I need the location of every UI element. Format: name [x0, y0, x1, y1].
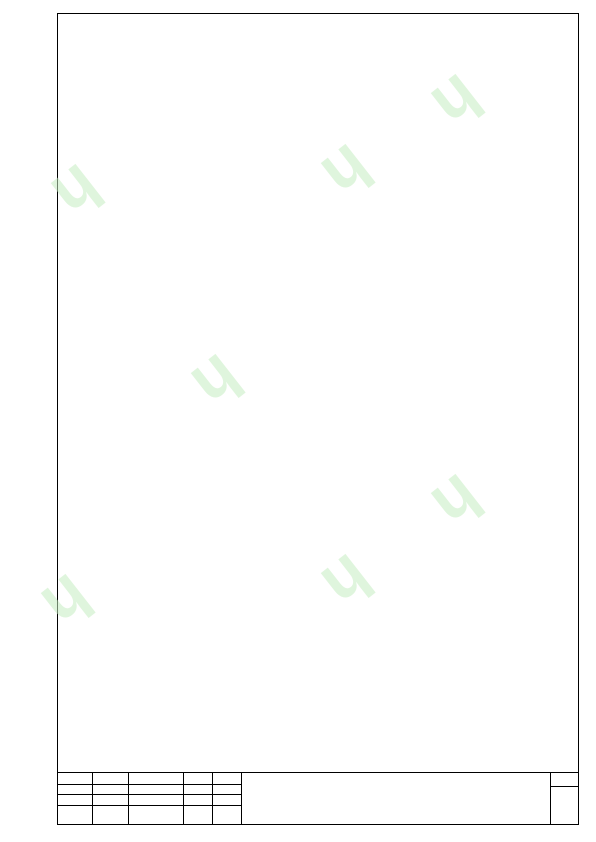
watermark-mark: ᶣ [180, 341, 275, 448]
watermark-mark: ᶣ [420, 61, 515, 168]
document-body [86, 30, 567, 63]
watermark-mark: ᶣ [30, 561, 125, 668]
watermark-mark: ᶣ [40, 151, 135, 258]
watermark-mark: ᶣ [310, 131, 405, 238]
watermark-mark: ᶣ [420, 461, 515, 568]
title-block [57, 772, 579, 825]
stamp-border [57, 772, 579, 773]
watermark-mark: ᶣ [310, 541, 405, 648]
